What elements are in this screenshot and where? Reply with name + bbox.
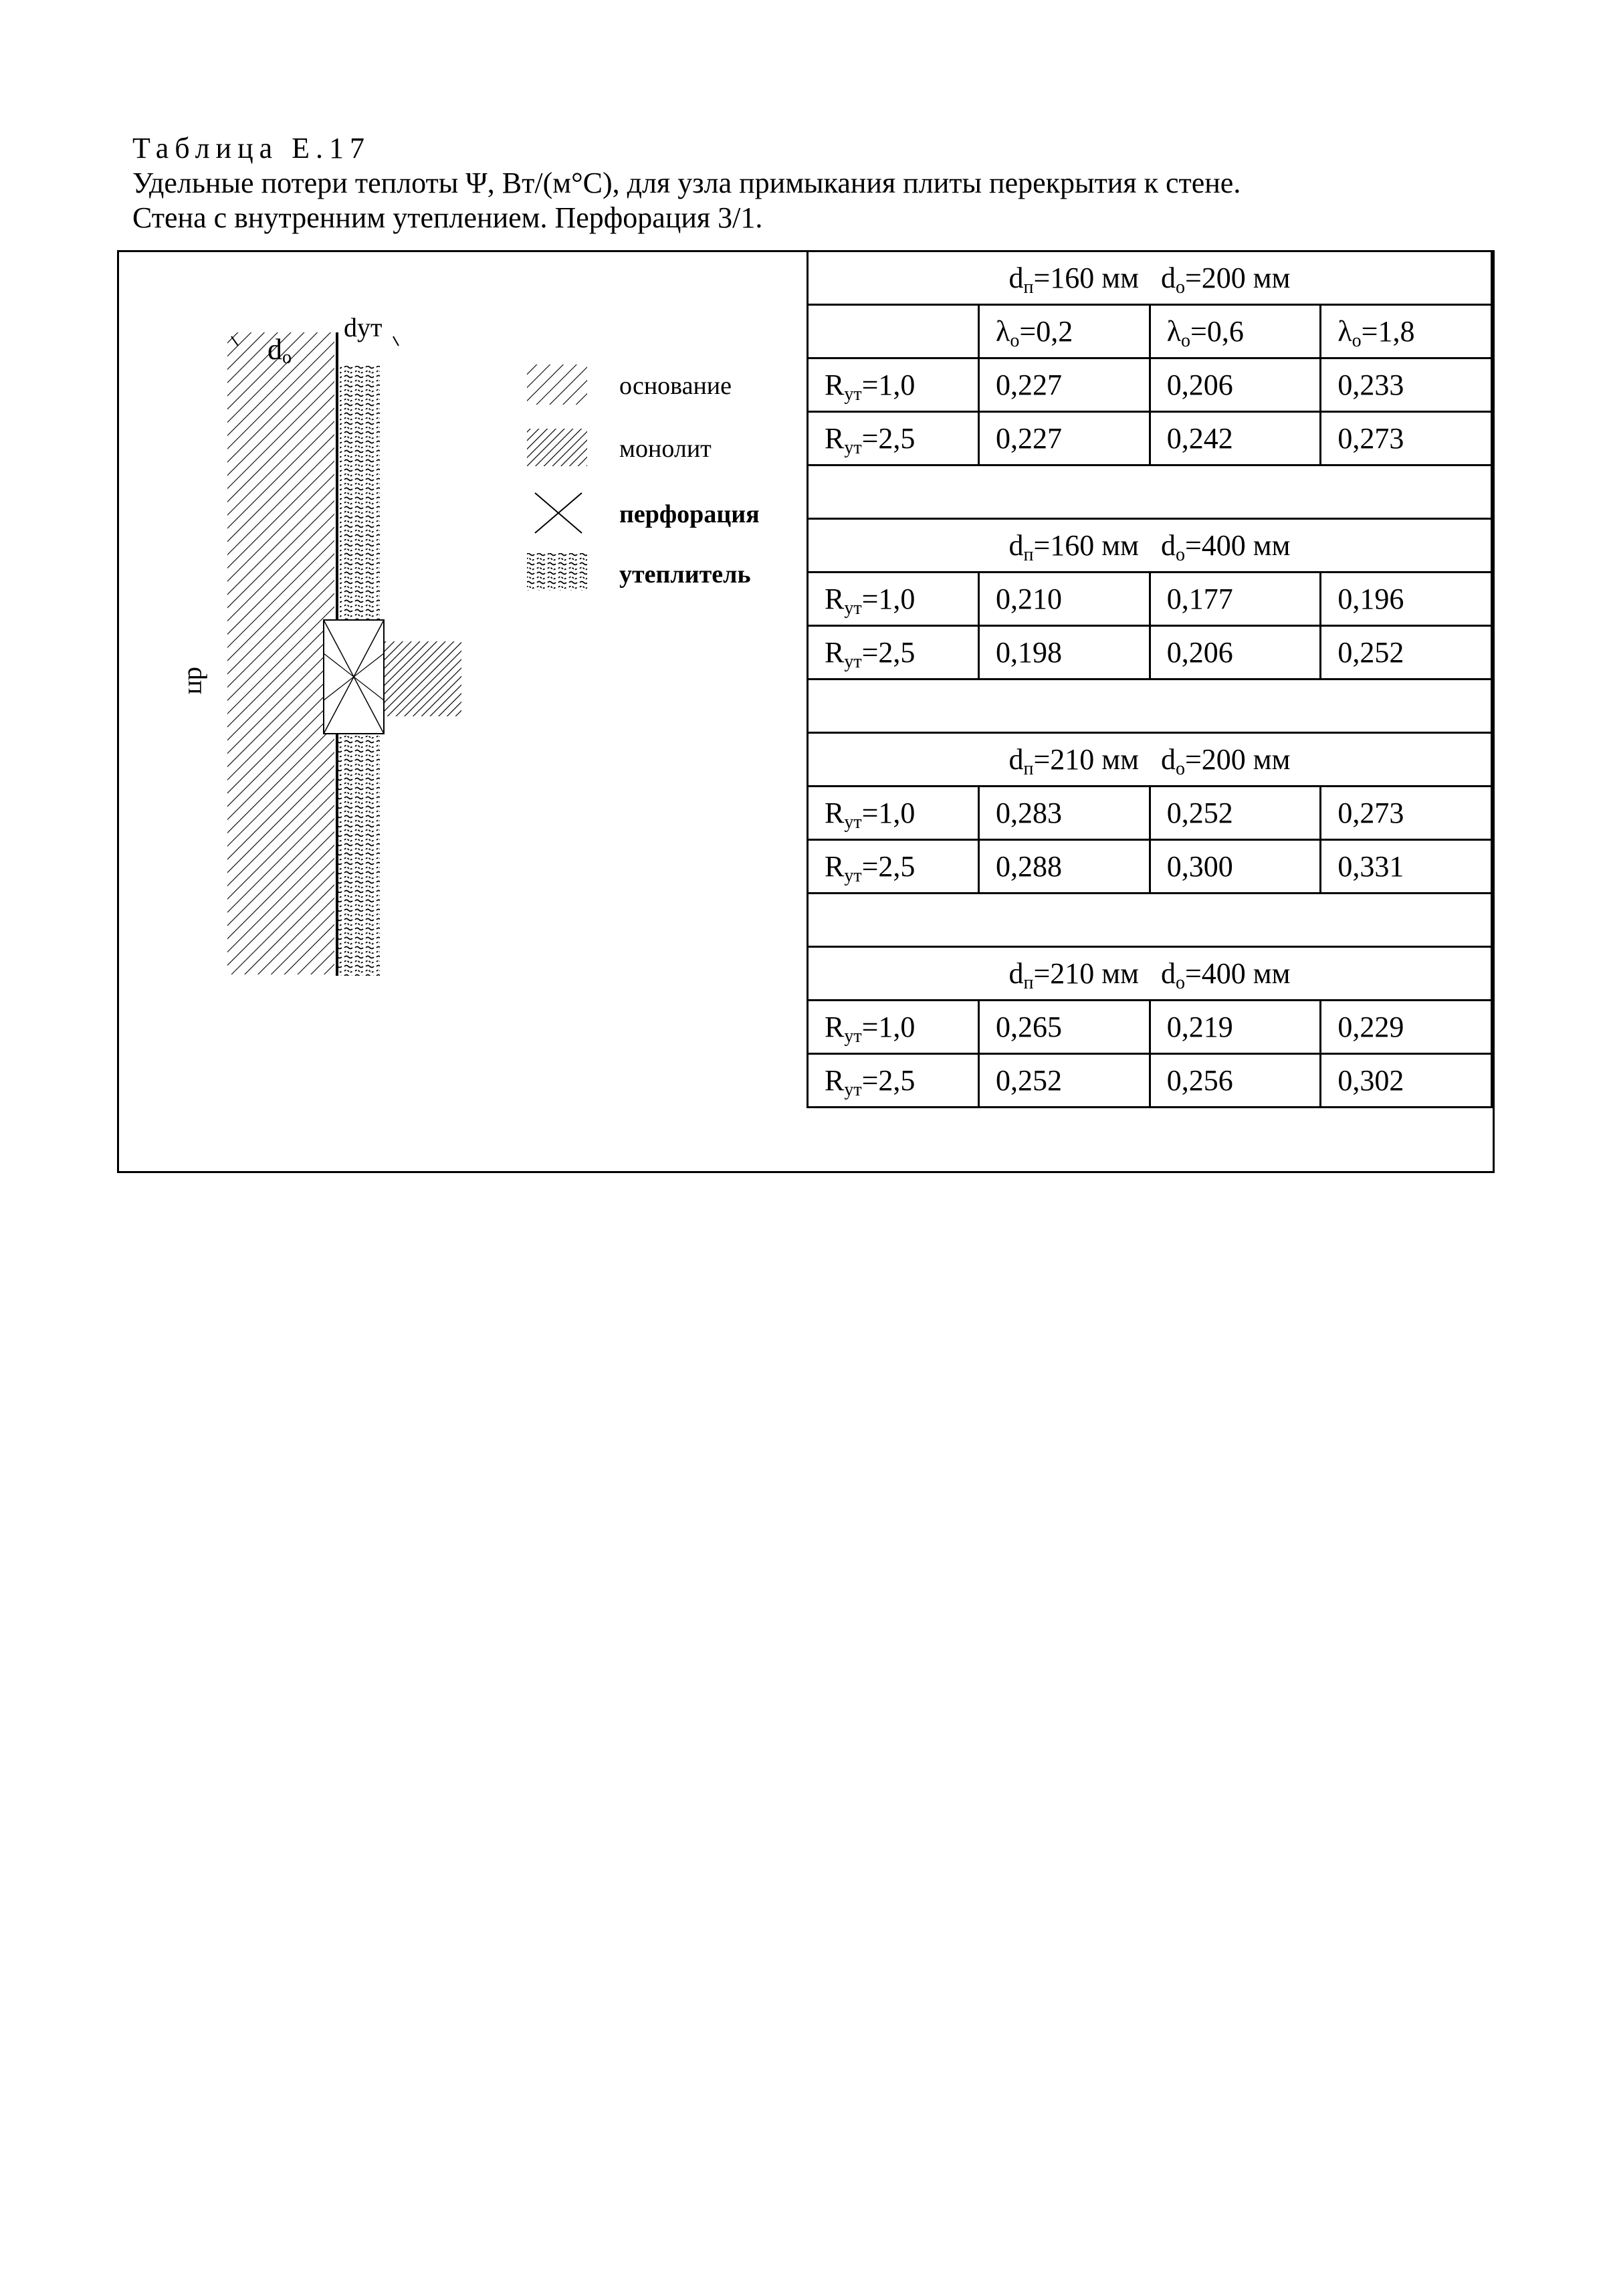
do-value: =200 мм — [1184, 743, 1291, 776]
label-do: dо — [267, 333, 292, 368]
spacer-row — [808, 465, 1492, 519]
table-row — [808, 626, 1492, 680]
do-value: =400 мм — [1184, 957, 1291, 990]
dp-sub: п — [1023, 544, 1034, 565]
psi-value: 0,177 — [1150, 572, 1321, 626]
block-header-row — [808, 947, 1492, 1001]
psi-value: 0,252 — [979, 1054, 1150, 1108]
do-sub: о — [1175, 758, 1185, 779]
r-label: $R_{ут}=2,5$ — [808, 1054, 979, 1108]
r-value: =2,5 — [861, 422, 916, 455]
r-label: $R_{ут}=1,0$ — [808, 787, 979, 840]
lambda-header: $\lambda_о=0,6$ — [1150, 305, 1321, 358]
r-sub: ут — [844, 384, 862, 405]
dp-sub: п — [1023, 758, 1034, 779]
r-value: =1,0 — [861, 797, 916, 829]
r-sub: ут — [844, 865, 862, 886]
psi-value: 0,252 — [1150, 787, 1321, 840]
r-label: $R_{ут}=1,0$ — [808, 358, 979, 412]
r-sub: ут — [844, 437, 862, 458]
r-label: $R_{ут}=2,5$ — [808, 412, 979, 465]
block-header-cell: $d_п=210$ мм $d_о=400$ мм — [808, 947, 1492, 1001]
lambda-sub: о — [1352, 330, 1362, 351]
legend-swatch-perforation — [535, 493, 582, 533]
dp-sub: п — [1023, 972, 1034, 993]
spacer-cell — [808, 680, 1492, 733]
dp-value: =210 мм — [1033, 743, 1139, 776]
junction-diagram-svg — [119, 252, 808, 1171]
r-value: =2,5 — [861, 636, 916, 669]
psi-value: 0,233 — [1321, 358, 1492, 412]
psi-value: 0,229 — [1321, 1001, 1492, 1054]
legend — [527, 364, 760, 591]
caption-line-2: Стена с внутренним утеплением. Перфорация 3/1. — [132, 201, 763, 234]
wall-base — [227, 332, 334, 974]
table-row — [808, 1001, 1492, 1054]
psi-value: 0,242 — [1150, 412, 1321, 465]
psi-value: 0,206 — [1150, 626, 1321, 680]
block-header-cell: $d_п=160$ мм $d_о=400$ мм — [808, 519, 1492, 572]
spacer-cell — [808, 465, 1492, 519]
table-row — [808, 572, 1492, 626]
dp-sub: п — [1023, 277, 1034, 298]
r-label: $R_{ут}=2,5$ — [808, 626, 979, 680]
label-dyt: dут — [344, 312, 383, 342]
table-row — [808, 840, 1492, 894]
block-header-cell: $d_п=160$ мм $d_о=200$ мм — [808, 251, 1492, 305]
r-value: =1,0 — [861, 583, 916, 615]
r-sub: ут — [844, 1026, 862, 1047]
insulation-upper — [340, 366, 380, 620]
psi-value: 0,273 — [1321, 787, 1492, 840]
lambda-value: 0,6 — [1206, 315, 1244, 348]
r-label: $R_{ут}=1,0$ — [808, 1001, 979, 1054]
psi-value: 0,273 — [1321, 412, 1492, 465]
lambda-header-row — [808, 305, 1492, 358]
psi-value: 0,206 — [1150, 358, 1321, 412]
lambda-sub: о — [1010, 330, 1020, 351]
r-sub: ут — [844, 651, 862, 672]
table-row — [808, 358, 1492, 412]
block-header-row — [808, 251, 1492, 305]
r-value: =2,5 — [861, 1064, 916, 1097]
do-value: =200 мм — [1184, 262, 1291, 294]
perforation-zone — [324, 620, 384, 734]
do-sub: о — [1175, 544, 1185, 565]
r-label: $R_{ут}=1,0$ — [808, 572, 979, 626]
r-value: =1,0 — [861, 1011, 916, 1043]
r-sub: ут — [844, 1079, 862, 1100]
psi-value: 0,331 — [1321, 840, 1492, 894]
label-dp: dп — [183, 667, 213, 695]
psi-value: 0,227 — [979, 358, 1150, 412]
r-value: =1,0 — [861, 369, 916, 401]
legend-label-base: основание — [619, 372, 732, 400]
spacer-row — [808, 680, 1492, 733]
table-frame — [117, 250, 1495, 1173]
table-number: Таблица Е.17 — [132, 132, 371, 165]
junction-diagram — [119, 252, 808, 1171]
table-row — [808, 1054, 1492, 1108]
legend-label-insulation: утеплитель — [619, 560, 751, 589]
r-sub: ут — [844, 598, 862, 619]
legend-swatch-insulation — [527, 553, 587, 591]
psi-value: 0,198 — [979, 626, 1150, 680]
lambda-header: $\lambda_о=0,2$ — [979, 305, 1150, 358]
do-sub: о — [1175, 972, 1185, 993]
lambda-sub: о — [1181, 330, 1191, 351]
r-sub: ут — [844, 812, 862, 833]
lambda-value: 1,8 — [1378, 315, 1415, 348]
dp-value: =160 мм — [1033, 262, 1139, 294]
spacer-cell — [808, 894, 1492, 947]
psi-value: 0,283 — [979, 787, 1150, 840]
psi-value: 0,302 — [1321, 1054, 1492, 1108]
table-caption — [132, 131, 1537, 235]
empty-cell — [808, 305, 979, 358]
r-label: $R_{ут}=2,5$ — [808, 840, 979, 894]
spacer-row — [808, 894, 1492, 947]
legend-swatch-monolith — [527, 429, 587, 466]
psi-value: 0,288 — [979, 840, 1150, 894]
do-sub: о — [1175, 277, 1185, 298]
block-header-row — [808, 733, 1492, 787]
heat-loss-table — [807, 250, 1493, 1108]
insulation-lower — [338, 734, 380, 976]
block-header-cell: $d_п=210$ мм $d_о=200$ мм — [808, 733, 1492, 787]
block-header-row — [808, 519, 1492, 572]
caption-line-1: Удельные потери теплоты Ψ, Вт/(м°С), для узла примыкания плиты перекрытия к стене. — [132, 167, 1241, 199]
psi-value: 0,210 — [979, 572, 1150, 626]
psi-value: 0,196 — [1321, 572, 1492, 626]
psi-value: 0,227 — [979, 412, 1150, 465]
dp-value: =160 мм — [1033, 529, 1139, 562]
psi-value: 0,219 — [1150, 1001, 1321, 1054]
psi-value: 0,300 — [1150, 840, 1321, 894]
lambda-value: 0,2 — [1036, 315, 1073, 348]
lambda-header: $\lambda_о=1,8$ — [1321, 305, 1492, 358]
slab-monolith — [384, 641, 461, 716]
table-row — [808, 412, 1492, 465]
psi-value: 0,252 — [1321, 626, 1492, 680]
table-row — [808, 787, 1492, 840]
legend-label-perforation: перфорация — [619, 500, 760, 528]
dp-value: =210 мм — [1033, 957, 1139, 990]
do-value: =400 мм — [1184, 529, 1291, 562]
legend-label-monolith: монолит — [619, 435, 712, 463]
r-value: =2,5 — [861, 850, 916, 883]
psi-value: 0,265 — [979, 1001, 1150, 1054]
legend-swatch-base — [527, 364, 587, 405]
psi-value: 0,256 — [1150, 1054, 1321, 1108]
